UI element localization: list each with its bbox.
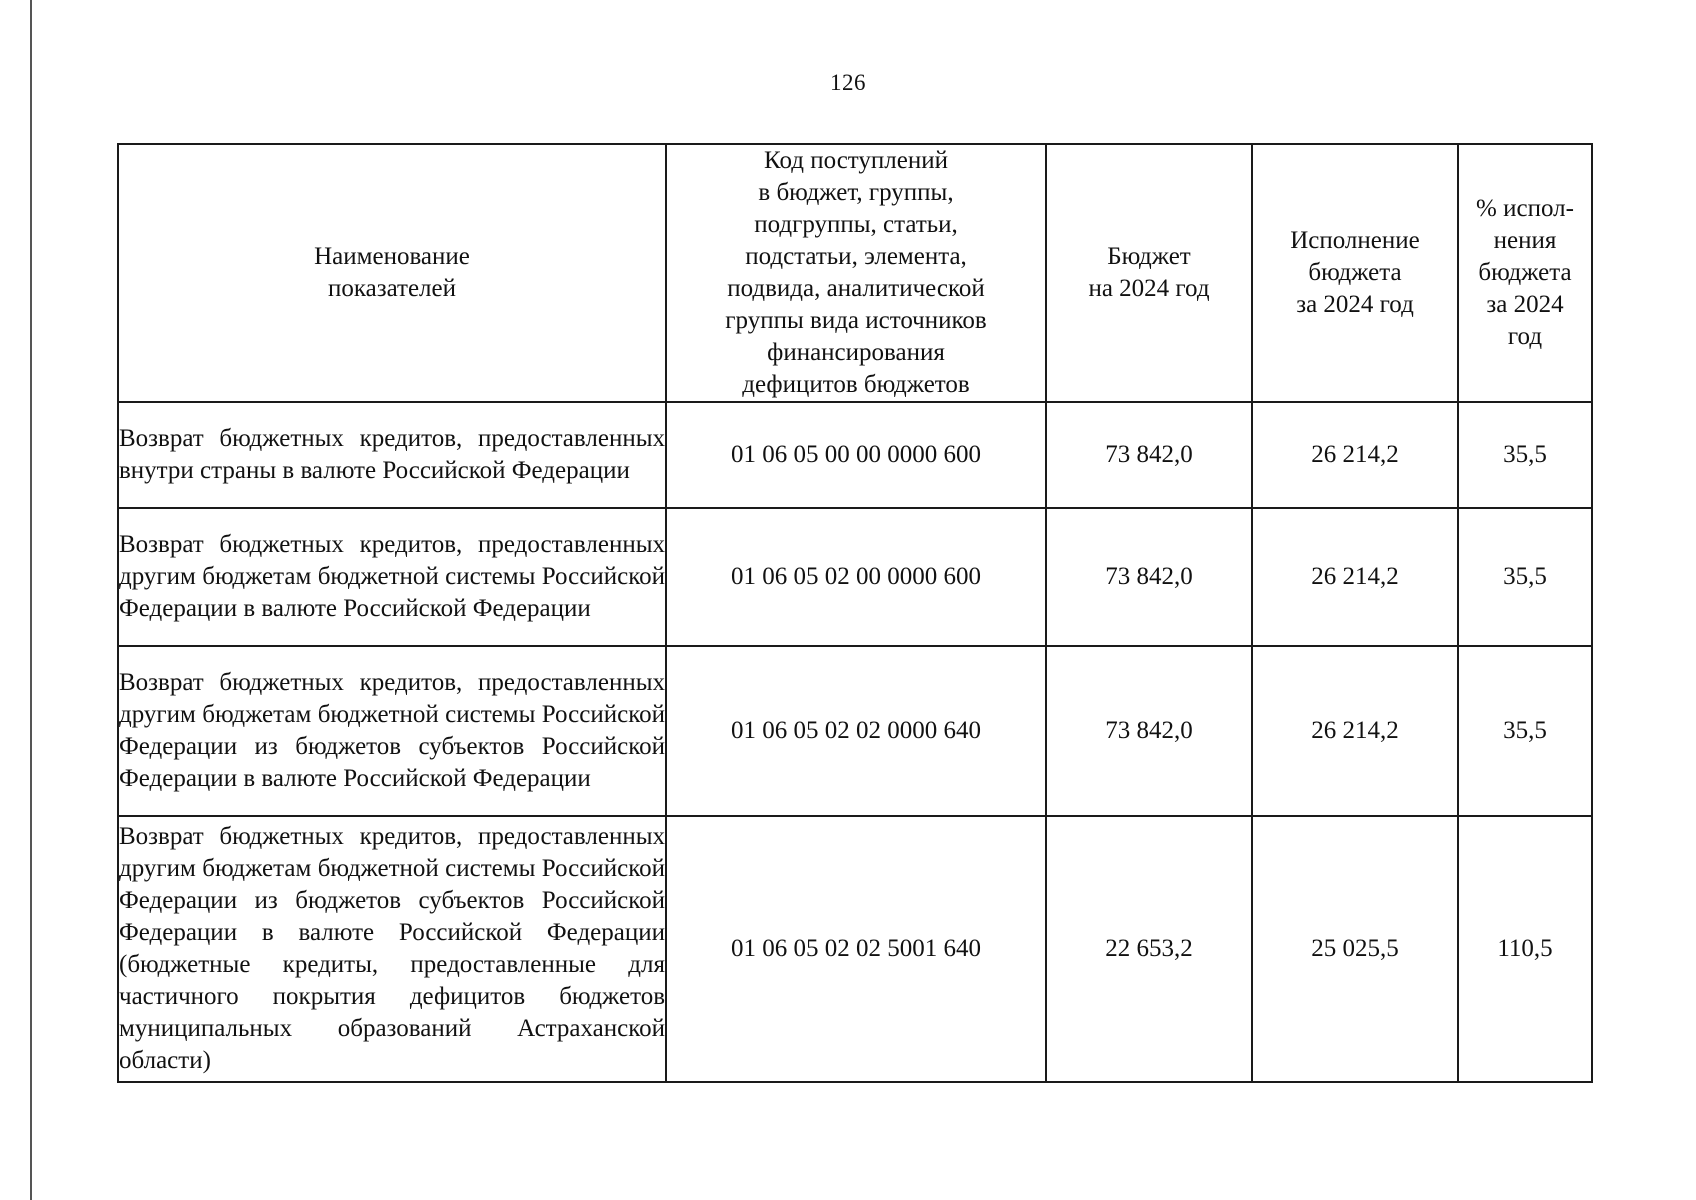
row-percent-value: 35,5 bbox=[1458, 646, 1592, 816]
row-execution-value: 26 214,2 bbox=[1252, 646, 1458, 816]
row-percent-value: 35,5 bbox=[1458, 508, 1592, 646]
page-number: 126 bbox=[830, 70, 866, 95]
table-row bbox=[118, 646, 1592, 816]
row-execution-value: 25 025,5 bbox=[1252, 816, 1458, 1082]
row-budget-value: 73 842,0 bbox=[1046, 508, 1252, 646]
table-row bbox=[118, 816, 1592, 1082]
row-indicator-name: Возврат бюджетных кредитов, предоставленных другим бюджетам бюджетной системы Российской Федерации из бюджетов субъектов Российской Федерации в валюте Российской Федерации (бюджетные кредиты, предоставленные для частичного покрытия дефицитов бюджетов муниципальных образований Астраханской области) bbox=[118, 816, 666, 1082]
header-budget-2024: Бюджет на 2024 год bbox=[1046, 144, 1252, 402]
header-indicator-name: Наименование показателей bbox=[118, 144, 666, 402]
budget-sources-table bbox=[117, 143, 1593, 1083]
row-source-code: 01 06 05 02 00 0000 600 bbox=[666, 508, 1046, 646]
row-percent-value: 35,5 bbox=[1458, 402, 1592, 508]
row-source-code: 01 06 05 00 00 0000 600 bbox=[666, 402, 1046, 508]
row-indicator-name: Возврат бюджетных кредитов, предоставленных другим бюджетам бюджетной системы Российской Федерации из бюджетов субъектов Российской Федерации в валюте Российской Федерации bbox=[118, 646, 666, 816]
table-row bbox=[118, 402, 1592, 508]
row-execution-value: 26 214,2 bbox=[1252, 402, 1458, 508]
table-header-row bbox=[118, 144, 1592, 402]
table-row bbox=[118, 508, 1592, 646]
header-execution-percent: % испол- нения бюджета за 2024 год bbox=[1458, 144, 1592, 402]
row-indicator-name: Возврат бюджетных кредитов, предоставленных внутри страны в валюте Российской Федерации bbox=[118, 402, 666, 508]
page-margin-rule bbox=[30, 0, 32, 1200]
row-source-code: 01 06 05 02 02 0000 640 bbox=[666, 646, 1046, 816]
row-budget-value: 73 842,0 bbox=[1046, 646, 1252, 816]
header-execution-2024: Исполнение бюджета за 2024 год bbox=[1252, 144, 1458, 402]
row-indicator-name: Возврат бюджетных кредитов, предоставленных другим бюджетам бюджетной системы Российской Федерации в валюте Российской Федерации bbox=[118, 508, 666, 646]
row-source-code: 01 06 05 02 02 5001 640 bbox=[666, 816, 1046, 1082]
header-source-code: Код поступлений в бюджет, группы, подгруппы, статьи, подстатьи, элемента, подвида, аналитической группы вида источников финансирования дефицитов бюджетов bbox=[666, 144, 1046, 402]
row-percent-value: 110,5 bbox=[1458, 816, 1592, 1082]
row-budget-value: 73 842,0 bbox=[1046, 402, 1252, 508]
row-budget-value: 22 653,2 bbox=[1046, 816, 1252, 1082]
row-execution-value: 26 214,2 bbox=[1252, 508, 1458, 646]
